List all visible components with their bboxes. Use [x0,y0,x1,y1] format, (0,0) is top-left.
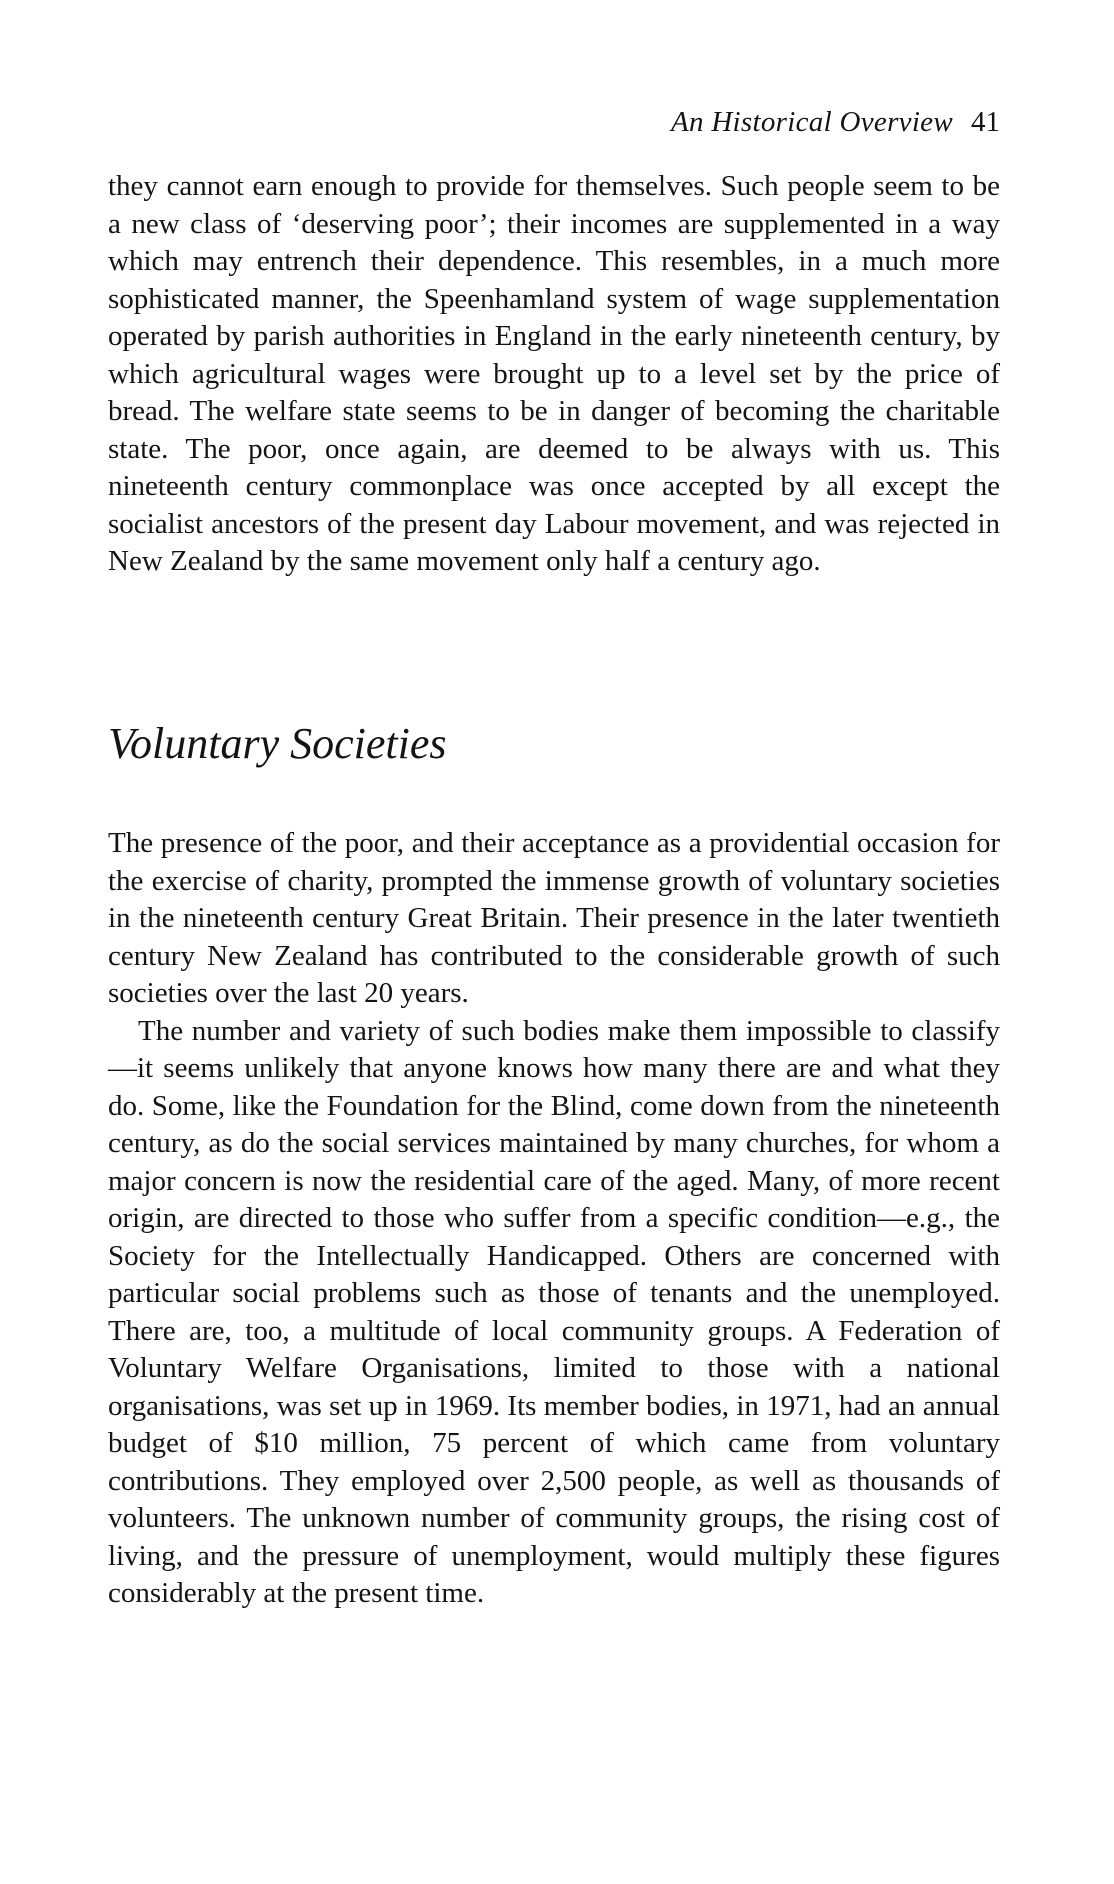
section-paragraph-1: The presence of the poor, and their acceptance as a providential occasion for the exercise of charity, prompted the immense growth of voluntary societies in the nineteenth century Great Britain. Their presence in the later twentieth century New Zealand has contributed to the considerable growth of such societies over the last 20 years. [108,827,1000,1009]
continued-paragraph-block [108,168,1000,581]
running-head-title: An Historical Overview [670,106,953,138]
continued-paragraph: they cannot earn enough to provide for themselves. Such people seem to be a new class of ‘deserving poor’; their incomes are supplemented in a way which may entrench their dependence. This resembles, in a much more sophisticated manner, the Speenhamland system of wage supplementation operated by parish authorities in England in the early nineteenth century, by which agricultural wages were brought up to a level set by the price of bread. The welfare state seems to be in danger of becoming the charitable state. The poor, once again, are deemed to be always with us. This nineteenth century commonplace was once accepted by all except the socialist ancestors of the present day Labour movement, and was rejected in New Zealand by the same movement only half a century ago. [108,170,1000,577]
running-head [671,108,1000,137]
section-heading: Voluntary Societies [108,719,447,768]
page-number: 41 [971,106,1000,138]
section-body [108,825,1000,1613]
section-paragraph-2: The number and variety of such bodies make them impossible to classify—it seems unlikely that anyone knows how many there are and what they do. Some, like the Foundation for the Blind, come down from the nineteenth century, as do the social services maintained by many churches, for whom a major concern is now the residential care of the aged. Many, of more recent origin, are directed to those who suffer from a specific condition—e.g., the Society for the Intellectually Handicapped. Others are concerned with particular social problems such as those of tenants and the unemployed. There are, too, a multitude of local community groups. A Federation of Voluntary Welfare Organisations, limited to those with a national organisations, was set up in 1969. Its member bodies, in 1971, had an annual budget of $10 million, 75 percent of which came from voluntary contributions. They employed over 2,500 people, as well as thousands of volunteers. The unknown number of community groups, the rising cost of living, and the pressure of unemployment, would multiply these figures considerably at the present time. [108,1014,1000,1609]
